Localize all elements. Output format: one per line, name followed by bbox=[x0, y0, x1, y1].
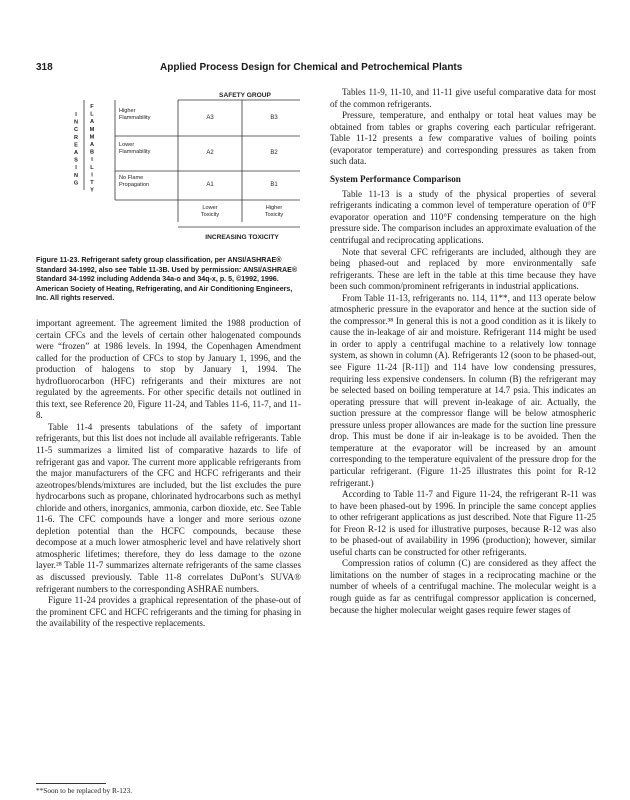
paragraph: Table 11-13 is a study of the physical properties of several refrigerants indicating a common level of temperature operation of 0°F evaporator operation and 110°F condensing temperature on the high pressure side. The comparison includes an approximate evaluation of the centrifugal and reciprocating applications. bbox=[330, 188, 596, 246]
paragraph: Figure 11-24 provides a graphical representation of the phase-out of the prominent CFC and HCFC refrigerants and the timing for phasing in the availability of the respective replacements. bbox=[36, 595, 301, 629]
safety-group-label: SAFETY GROUP bbox=[219, 92, 271, 99]
section-heading: System Performance Comparison bbox=[330, 173, 461, 184]
safety-group-figure bbox=[0, 82, 300, 252]
increasing-axis-label: I N C R E A S I N G bbox=[73, 112, 79, 187]
paragraph: Pressure, temperature, and enthalpy or total heat values may be obtained from tables or graphs covering each particular refrigerant. Table 11-12 presents a few comparative values of boiling points (evaporator temperature) and corresponding pressures as taken from such data. bbox=[330, 110, 596, 167]
page-number: 318 bbox=[36, 62, 53, 73]
cell-b2: B2 bbox=[270, 150, 278, 156]
row-label-higher: Higher Flammability bbox=[119, 108, 151, 121]
paragraph: Note that several CFC refrigerants are included, although they are being phased-out and replaced by more environmentally safe refrigerants. These are left in the table at this time because they have been such common/prominent refrigerants in industrial applications. bbox=[330, 246, 596, 292]
row-label-no-flame: No Flame Propagation bbox=[119, 175, 150, 188]
column-label-higher-toxicity: Higher Toxicity bbox=[264, 205, 284, 218]
cell-a3: A3 bbox=[206, 115, 214, 121]
right-column bbox=[330, 87, 596, 616]
paragraph: According to Table 11-7 and Figure 11-24, the refrigerant R-11 was to have been phased-out by 1996. In principle the same concept applies to other refrigerant applications as just described. Note that Figure 11-25 for Freon R-12 is used for illustrative purposes, because R-12 was also to be phased-out of availability in 1996 (production); however, similar useful charts can be constructed for other refrigerants. bbox=[330, 489, 596, 557]
cell-a2: A2 bbox=[206, 150, 214, 156]
increasing-toxicity-label: INCREASING TOXICITY bbox=[205, 234, 279, 241]
cell-b3: B3 bbox=[270, 115, 278, 121]
footnote: **Soon to be replaced by R-123. bbox=[36, 786, 133, 795]
column-label-lower-toxicity: Lower Toxicity bbox=[200, 205, 220, 218]
figure-caption: Figure 11-23. Refrigerant safety group classification, per ANSI/ASHRAE® Standard 34-1992, also see Table 11-3B. Used by permission: ANSI/ASHRAE® Standard 34-1992 including Addenda 34a-o and 34q-x, p. 5, ©1992, 1996. American Society of Heating, Refrigerating, and Air Conditioning Engineers, Inc. All rights reserved. bbox=[36, 256, 298, 303]
left-column bbox=[36, 318, 301, 630]
paragraph: important agreement. The agreement limited the 1988 production of certain CFCs and the levels of certain other halogenated compounds were “frozen” at 1986 levels. In 1994, the Copenhagen Amendment called for the production of CFCs to stop by January 1, 1996, and the production of halogens to stop by January 1, 1994. The hydrofluorocarbon (HFC) refrigerants and their mixtures are not regulated by the agreements. For other specific details not outlined in this text, see Reference 20, Figure 11-24, and Tables 11-6, 11-7, and 11-8. bbox=[36, 318, 301, 421]
paragraph: Table 11-4 presents tabulations of the safety of important refrigerants, but this list does not include all available refrigerants. Table 11-5 summarizes a limited list of comparative hazards to life of refrigerant gas and vapor. The current more applicable refrigerants from the major manufacturers of the CFC and HCFC refrigerants and their azeotropes/blends/mixtures are included, but the list excludes the pure hydrocarbons such as propane, chlorinated hydrocarbons such as methyl chloride and others, inorganics, ammonia, carbon dioxide, etc. See Table 11-6. The CFC compounds have a longer and more serious ozone depletion potential than the HCFC compounds, because these decompose at a much lower atmospheric level and have relatively short atmospheric lifetimes; therefore, they do less damage to the ozone layer.²⁸ Table 11-7 summarizes alternate refrigerants of the same classes as discussed previously. Table 11-8 correlates DuPont’s SUVA® refrigerant numbers to the corresponding ASHRAE numbers. bbox=[36, 421, 301, 594]
row-label-lower: Lower Flammability bbox=[119, 142, 151, 155]
running-head: Applied Process Design for Chemical and Petrochemical Plants bbox=[160, 62, 463, 73]
paragraph: Tables 11-9, 11-10, and 11-11 give useful comparative data for most of the common refrigerants. bbox=[330, 87, 596, 109]
cell-a1: A1 bbox=[206, 182, 214, 188]
footnote-rule bbox=[36, 783, 106, 784]
flammability-axis-label: F L A M M A B I L I T Y bbox=[89, 104, 95, 194]
cell-b1: B1 bbox=[270, 182, 278, 188]
paragraph: Compression ratios of column (C) are considered as they affect the limitations on the number of stages in a reciprocating machine or the number of wheels of a centrifugal machine. The molecular weight is a rough guide as far as centrifugal compressor application is concerned, because the higher molecular weight gases require fewer stages of bbox=[330, 558, 596, 615]
paragraph: From Table 11-13, refrigerants no. 114, 11**, and 113 operate below atmospheric pressure in the evaporator and hence at the suction side of the compressor.³⁸ In general this is not a good condition as it is likely to cause the in-leakage of air and moisture. Refrigerant 114 might be used in order to apply a centrifugal machine to a relatively low tonnage system, as shown in column (A). Refrigerants 12 (soon to be phased-out, see Figure 11-24 [R-11]) and 114 have low condensing pressures, requiring less expensive condensers. In column (B) the refrigerant may be selected based on boiling temperature at 14.7 psia. This indicates an operating pressure that will prevent in-leakage of air. Actually, the suction pressure at the compressor flange will be below atmospheric pressure unless proper allowances are made for the suction line pressure drop. This must be done if air in-leakage is to be avoided. Then the temperature at the evaporator will be increased by an amount corresponding to the temperature equivalent of the pressure drop for the particular refrigerant. (Figure 11-25 illustrates this point for R-12 refrigerant.) bbox=[330, 292, 596, 488]
